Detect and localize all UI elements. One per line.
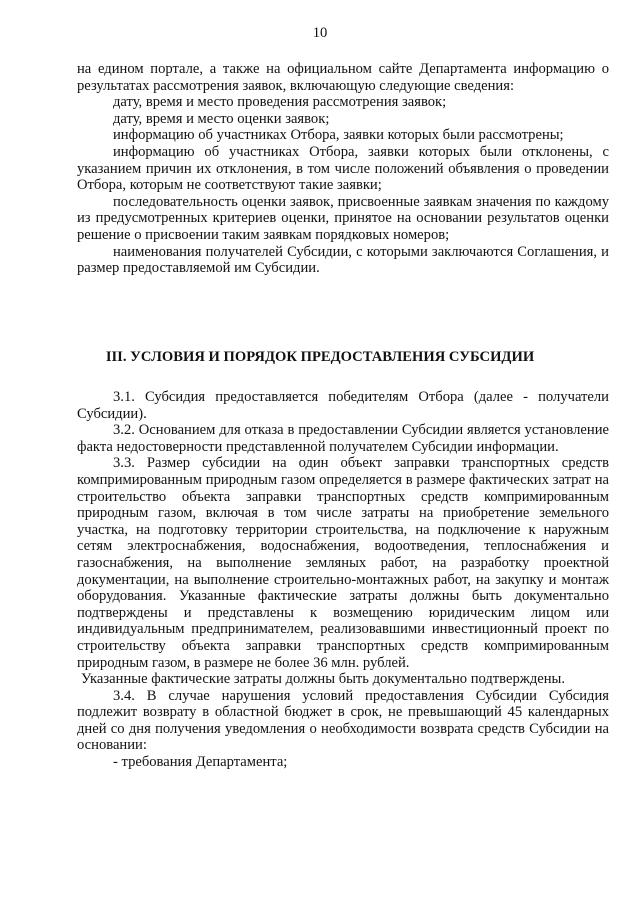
paragraph: дату, время и место проведения рассмотрения заявок; [113, 94, 447, 111]
section-text-block [77, 389, 609, 771]
paragraph: 3.4. В случае нарушения условий предоставления Субсидии Субсидия подлежит возврату в областной бюджет в срок, не превышающий 45 календарных дней со дня получения уведомления о необходимости возврата средств Субсидии на основании: [77, 687, 609, 754]
paragraph: - требования Департамента; [113, 754, 288, 771]
section-heading: III. УСЛОВИЯ И ПОРЯДОК ПРЕДОСТАВЛЕНИЯ СУБСИДИИ [105, 349, 535, 365]
top-text-block [77, 61, 609, 277]
paragraph: Указанные фактические затраты должны быть документально подтверждены. [81, 671, 566, 688]
paragraph: дату, время и место оценки заявок; [113, 110, 330, 127]
paragraph: информацию об участниках Отбора, заявки которых были отклонены, с указанием причин их отклонения, в том числе положений объявления о проведении Отбора, которым не соответствуют такие заявки; [77, 143, 609, 194]
paragraph: 3.2. Основанием для отказа в предоставлении Субсидии является установление факта недостоверности представленной получателем Субсидии информации. [77, 422, 609, 455]
paragraph: информацию об участниках Отбора, заявки которых были рассмотрены; [113, 127, 564, 144]
paragraph: наименования получателей Субсидии, с которыми заключаются Соглашения, и размер предоставляемой им Субсидии. [77, 243, 609, 277]
paragraph: 3.1. Субсидия предоставляется победителям Отбора (далее - получатели Субсидии). [77, 389, 609, 422]
page-number: 10 [312, 25, 328, 41]
paragraph: 3.3. Размер субсидии на один объект заправки транспортных средств компримированным природным газом определяется в размере фактических затрат на строительство объекта заправки транспортных средств компримированным природным газом, включая в том числе затраты на приобретение земельного участка, на подготовку территории строительства, на подключение к наружным сетям электроснабжения, водоснабжения, водоотведения, теплоснабжения и газоснабжения, на выполнение земляных работ, на разработку проектной документации, на выполнение строительно-монтажных работ, на закупку и монтаж оборудования. Указанные фактические затраты должны быть документально подтверждены и представлены к возмещению юридическим лицом или индивидуальным предпринимателем, реализовавшими инвестиционный проект по строительству объекта заправки транспортных средств компримированным природным газом, в размере не более 36 млн. рублей. [77, 455, 609, 671]
paragraph: последовательность оценки заявок, присвоенные заявкам значения по каждому из предусмотренных критериев оценки, принятое на основании результатов оценки решение о присвоении таким заявкам порядковых номеров; [77, 193, 609, 243]
paragraph: на едином портале, а также на официальном сайте Департамента информацию о результатах рассмотрения заявок, включающую следующие сведения: [77, 61, 609, 94]
